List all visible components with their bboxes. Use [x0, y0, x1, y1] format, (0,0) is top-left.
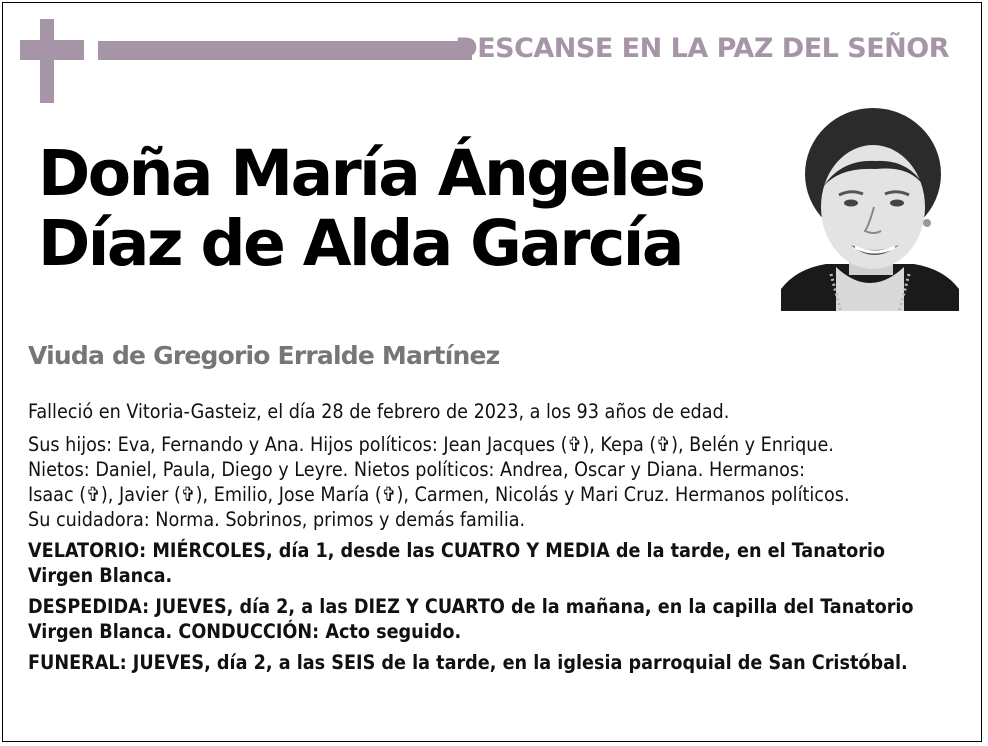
family-line: Nietos: Daniel, Paula, Diego y Leyre. Nietos políticos: Andrea, Oscar y Diana. Hermanos:	[28, 458, 806, 481]
despedida-paragraph	[28, 594, 963, 644]
velatorio-paragraph	[28, 538, 963, 588]
obituary-card	[2, 2, 982, 742]
family-paragraph	[28, 432, 963, 532]
family-line: Su cuidadora: Norma. Sobrinos, primos y demás familia.	[28, 508, 526, 531]
death-notice: Falleció en Vitoria-Gasteiz, el día 28 de febrero de 2023, a los 93 años de edad.	[28, 400, 730, 423]
deceased-name	[38, 139, 758, 279]
header-title: DESCANSE EN LA PAZ DEL SEÑOR	[455, 33, 949, 64]
funeral-paragraph: FUNERAL: JUEVES, día 2, a las SEIS de la tarde, en la iglesia parroquial de San Cristóbal.	[28, 651, 908, 674]
portrait-photo	[781, 99, 959, 311]
despedida-line: DESPEDIDA: JUEVES, día 2, a las DIEZ Y CUARTO de la mañana, en la capilla del Tanatorio	[28, 595, 914, 618]
cross-icon-bar	[20, 40, 84, 60]
header-rule	[98, 41, 472, 60]
cross-icon	[40, 19, 54, 103]
obituary-body	[28, 399, 963, 675]
subtitle-widow: Viuda de Gregorio Erralde Martínez	[28, 341, 500, 370]
portrait-icon	[781, 99, 959, 311]
despedida-line: Virgen Blanca. CONDUCCIÓN: Acto seguido.	[28, 620, 462, 643]
velatorio-line: Virgen Blanca.	[28, 564, 173, 587]
name-line-2: Díaz de Alda García	[38, 207, 682, 280]
velatorio-line: VELATORIO: MIÉRCOLES, día 1, desde las CUATRO Y MEDIA de la tarde, en el Tanatorio	[28, 539, 886, 562]
family-line: Isaac (✞), Javier (✞), Emilio, Jose María (✞), Carmen, Nicolás y Mari Cruz. Hermanos políticos.	[28, 483, 850, 506]
name-line-1: Doña María Ángeles	[38, 137, 704, 210]
family-line: Sus hijos: Eva, Fernando y Ana. Hijos políticos: Jean Jacques (✞), Kepa (✞), Belén y Enrique.	[28, 433, 834, 456]
